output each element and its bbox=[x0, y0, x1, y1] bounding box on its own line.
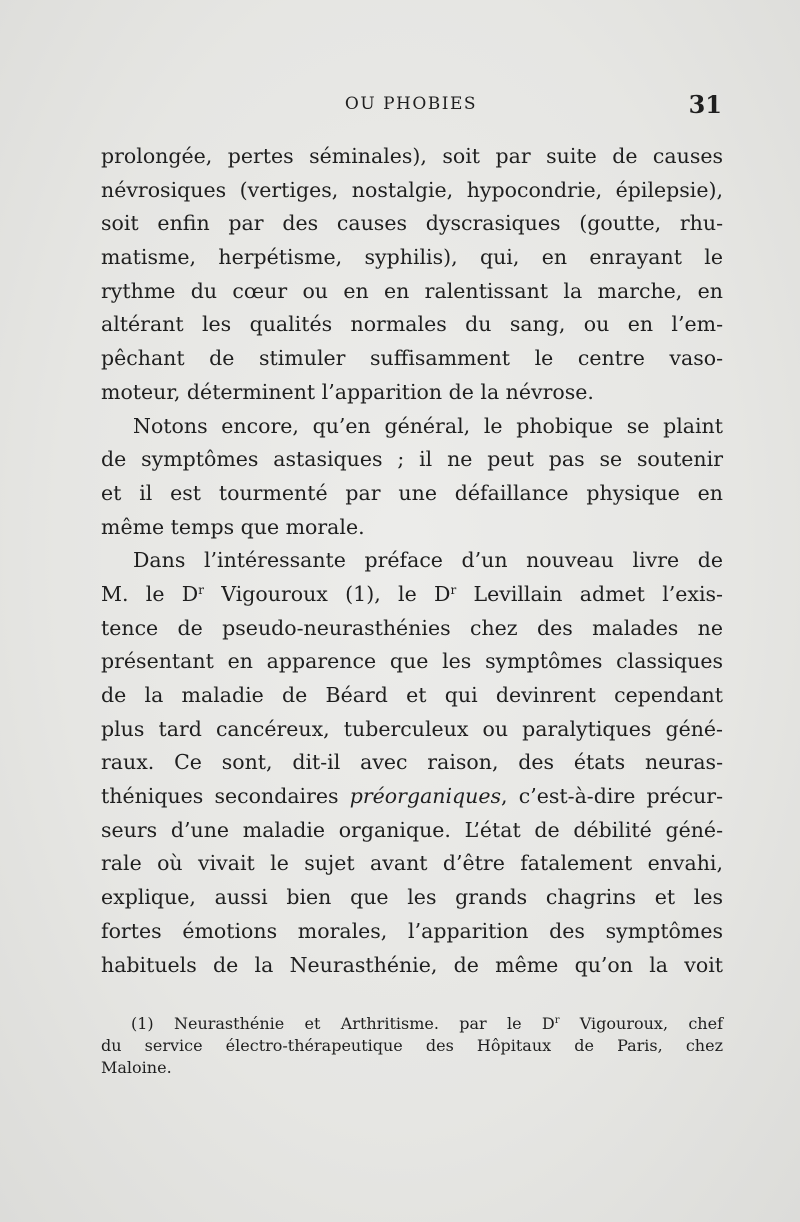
body-text bbox=[101, 140, 723, 982]
footnote bbox=[101, 1013, 723, 1079]
text-line: altérant les qualités normales du sang, ou en l’em- bbox=[101, 312, 723, 337]
text-line: rale où vivait le sujet avant d’être fatalement envahi, bbox=[101, 851, 723, 876]
text-line bbox=[101, 578, 723, 612]
text-line: habituels de la Neurasthénie, de même qu’on la voit bbox=[101, 952, 723, 977]
text-line: seurs d’une maladie organique. L’état de débilité géné- bbox=[101, 817, 723, 842]
text-line: et il est tourmenté par une défaillance physique en bbox=[101, 480, 723, 505]
text-segment: Vigouroux (1), le D bbox=[203, 581, 451, 606]
text-segment: théniques secondaires bbox=[101, 784, 350, 809]
text-segment: Vigouroux, chef bbox=[559, 1014, 723, 1033]
page-number: 31 bbox=[688, 90, 722, 119]
text-line: névrosiques (vertiges, nostalgie, hypocondrie, épilepsie), bbox=[101, 177, 723, 202]
text-line: soit enfin par des causes dyscrasiques (goutte, rhu- bbox=[101, 211, 723, 236]
text-line: explique, aussi bien que les grands chagrins et les bbox=[101, 885, 723, 910]
text-line: même temps que morale. bbox=[101, 514, 365, 539]
text-line: fortes émotions morales, l’apparition des symptômes bbox=[101, 918, 723, 943]
text-line: tence de pseudo-neurasthénies chez des malades ne bbox=[101, 615, 723, 640]
italic-term: préorganiques bbox=[349, 784, 502, 809]
text-line: prolongée, pertes séminales), soit par suite de causes bbox=[101, 144, 723, 168]
superscript: r bbox=[198, 582, 204, 597]
footnote-line: Maloine. bbox=[101, 1058, 172, 1077]
text-segment: Levillain admet l’exis- bbox=[456, 581, 723, 606]
text-line bbox=[101, 780, 723, 814]
text-segment: M. le D bbox=[101, 581, 199, 606]
text-line: de la maladie de Béard et qui devinrent cependant bbox=[101, 683, 723, 707]
text-line: raux. Ce sont, dit-il avec raison, des états neuras- bbox=[101, 750, 723, 775]
superscript: r bbox=[554, 1015, 560, 1026]
text-line: rythme du cœur ou en en ralentissant la marche, en bbox=[101, 278, 723, 303]
text-line: présentant en apparence que les symptômes classiques bbox=[101, 649, 723, 674]
text-segment: , c’est-à-dire précur- bbox=[501, 784, 723, 809]
footnote-line: du service électro-thérapeutique des Hôpitaux de Paris, chez bbox=[101, 1036, 723, 1055]
text-segment: (1) Neurasthénie et Arthritisme. par le D bbox=[131, 1014, 555, 1033]
text-line: pêchant de stimuler suffisamment le centre vaso- bbox=[101, 346, 723, 371]
text-line: plus tard cancéreux, tuberculeux ou paralytiques géné- bbox=[101, 716, 723, 741]
running-title: OU PHOBIES bbox=[344, 94, 478, 114]
superscript: r bbox=[450, 582, 457, 597]
text-line: Dans l’intéressante préface d’un nouveau livre de bbox=[133, 548, 723, 573]
text-line: Notons encore, qu’en général, le phobique se plaint bbox=[133, 413, 723, 438]
running-head bbox=[100, 90, 722, 120]
footnote-line bbox=[101, 1013, 723, 1035]
text-line: matisme, herpétisme, syphilis), qui, en enrayant le bbox=[101, 245, 723, 270]
text-line: moteur, déterminent l’apparition de la névrose. bbox=[101, 379, 594, 404]
text-line: de symptômes astasiques ; il ne peut pas se soutenir bbox=[101, 447, 723, 472]
